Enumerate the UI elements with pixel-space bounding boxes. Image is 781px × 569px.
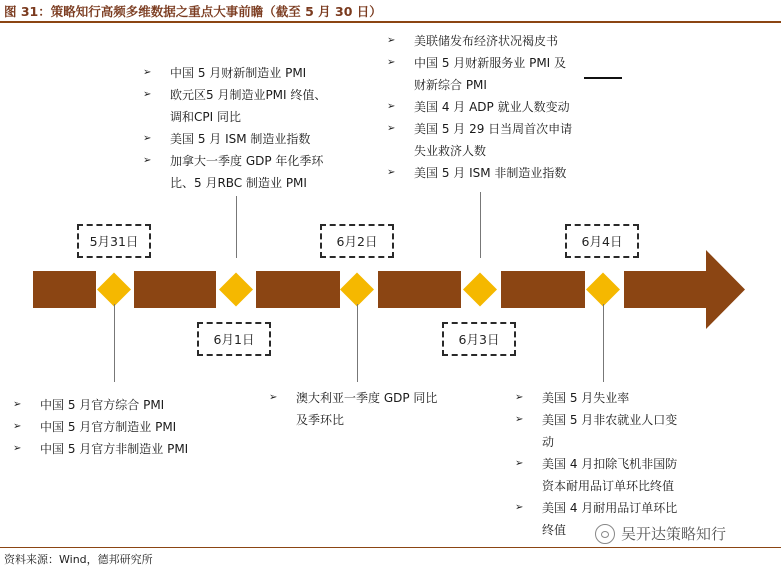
figure-title: 图 31：策略知行高频多维数据之重点大事前瞻（截至 5 月 30 日） [4,4,382,19]
date-diamond [97,273,131,307]
event-item: ➢ 中国 5 月官方综合 PMI [10,394,240,416]
date-box-jun1: 6月1日 [197,322,271,356]
event-item: ➢ 美国 5 月 ISM 非制造业指数 [384,162,644,184]
event-item: ➢ 中国 5 月官方非制造业 PMI [10,438,240,460]
event-item: ➢ 美国 4 月耐用品订单环比 终值 [512,497,762,541]
connector-jun2 [357,304,358,382]
event-item: ➢ 美国 5 月 ISM 制造业指数 [140,128,390,150]
date-diamond [463,273,497,307]
date-box-jun3: 6月3日 [442,322,516,356]
event-item: ➢ 美国 5 月非农就业人口变 动 [512,409,762,453]
date-box-jun2: 6月2日 [320,224,394,258]
event-item: ➢ 美联储发布经济状况褐皮书 [384,30,644,52]
timeline-segment [256,271,340,308]
event-item: ➢ 欧元区5 月制造业PMI 终值、 调和CPI 同比 [140,84,390,128]
connector-jun1 [236,196,237,258]
events-list-may31 [10,394,240,460]
date-diamond [586,273,620,307]
timeline-arrow [624,250,745,329]
events-list-jun2 [266,387,496,431]
underline-mark [584,77,622,79]
date-diamond [340,273,374,307]
timeline-segment [378,271,461,308]
watermark-text: 吴开达策略知行 [621,525,727,543]
date-box-may31: 5月31日 [77,224,151,258]
event-item: ➢ 美国 5 月失业率 [512,387,762,409]
event-item: ➢ 中国 5 月财新服务业 PMI 及 财新综合 PMI [384,52,644,96]
events-list-jun3 [384,30,644,184]
watermark [595,523,726,544]
events-list-jun1 [140,62,390,194]
date-box-jun4: 6月4日 [565,224,639,258]
footer-rule [0,547,781,548]
connector-jun3 [480,192,481,258]
event-item: ➢ 美国 4 月扣除飞机非国防 资本耐用品订单环比终值 [512,453,762,497]
event-item: ➢ 中国 5 月官方制造业 PMI [10,416,240,438]
event-item: ➢ 美国 4 月 ADP 就业人数变动 [384,96,644,118]
timeline-segment [33,271,96,308]
timeline-segment [501,271,585,308]
event-item: ➢ 澳大利亚一季度 GDP 同比 及季环比 [266,387,496,431]
connector-may31 [114,304,115,382]
events-list-jun4 [512,387,762,541]
event-item: ➢ 美国 5 月 29 日当周首次申请 失业救济人数 [384,118,644,162]
wechat-icon [595,524,615,544]
event-item: ➢ 中国 5 月财新制造业 PMI [140,62,390,84]
timeline-segment [134,271,216,308]
date-diamond [219,273,253,307]
source-note: 资料来源：Wind，德邦研究所 [4,553,153,566]
event-item: ➢ 加拿大一季度 GDP 年化季环 比、5 月RBC 制造业 PMI [140,150,390,194]
connector-jun4 [603,304,604,382]
